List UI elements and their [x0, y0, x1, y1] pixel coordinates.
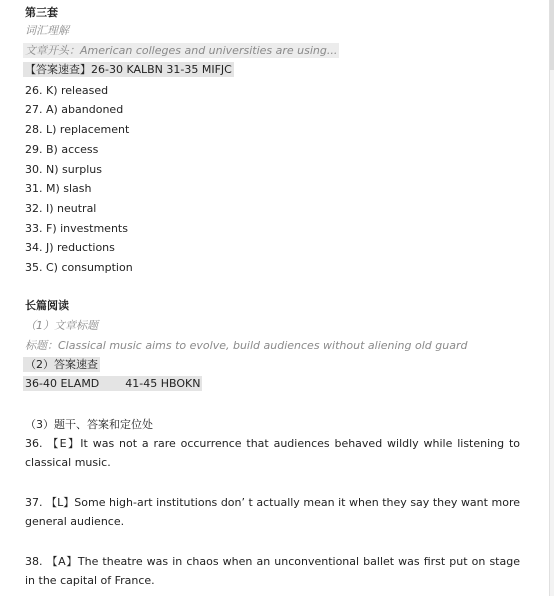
stems-label: （3）题干、答案和定位处	[25, 418, 153, 431]
title-label: （1）文章标题	[25, 319, 98, 332]
reading-item: 37. 【L】Some high-art institutions don’ t actually mean it when they say they want more general audience.	[25, 496, 520, 528]
quick-key-line	[25, 377, 202, 391]
answer-item: 33. F) investments	[25, 222, 128, 235]
answer-item: 35. C) consumption	[25, 261, 133, 274]
vocab-heading: 词汇理解	[25, 24, 69, 37]
quick-key-part-b: 41-45 HBOKN	[125, 377, 201, 390]
article-opening-text: 文章开头：American colleges and universities are using...	[25, 44, 338, 57]
long-reading-heading: 长篇阅读	[25, 299, 69, 312]
answer-item: 27. A) abandoned	[25, 103, 124, 116]
answer-key-line	[25, 63, 234, 77]
answer-item: 31. M) slash	[25, 182, 92, 195]
scrollbar[interactable]	[550, 0, 554, 596]
answer-item: 29. B) access	[25, 143, 99, 156]
article-title: 标题：Classical music aims to evolve, build audiences without aliening old guard	[25, 339, 468, 352]
answer-item: 28. L) replacement	[25, 123, 130, 136]
quick-key-label: （2）答案速查	[25, 358, 98, 371]
answer-item: 34. J) reductions	[25, 241, 115, 254]
quick-key-part-a: 36-40 ELAMD	[25, 377, 100, 390]
quick-key	[23, 376, 202, 391]
reading-item: 36. 【E】It was not a rare occurrence that audiences behaved wildly while listening to classical music.	[25, 437, 520, 469]
reading-item: 38. 【A】The theatre was in chaos when an unconventional ballet was first put on stage in the capital of France.	[25, 555, 520, 587]
quick-key-label-line	[25, 358, 100, 372]
answer-key: 【答案速查】26-30 KALBN 31-35 MIFJC	[25, 63, 232, 76]
answer-item: 32. I) neutral	[25, 202, 97, 215]
section-heading: 第三套	[25, 6, 58, 19]
scrollbar-thumb[interactable]	[550, 0, 554, 70]
article-opening	[25, 44, 339, 58]
answer-item: 30. N) surplus	[25, 163, 102, 176]
answer-item: 26. K) released	[25, 84, 109, 97]
